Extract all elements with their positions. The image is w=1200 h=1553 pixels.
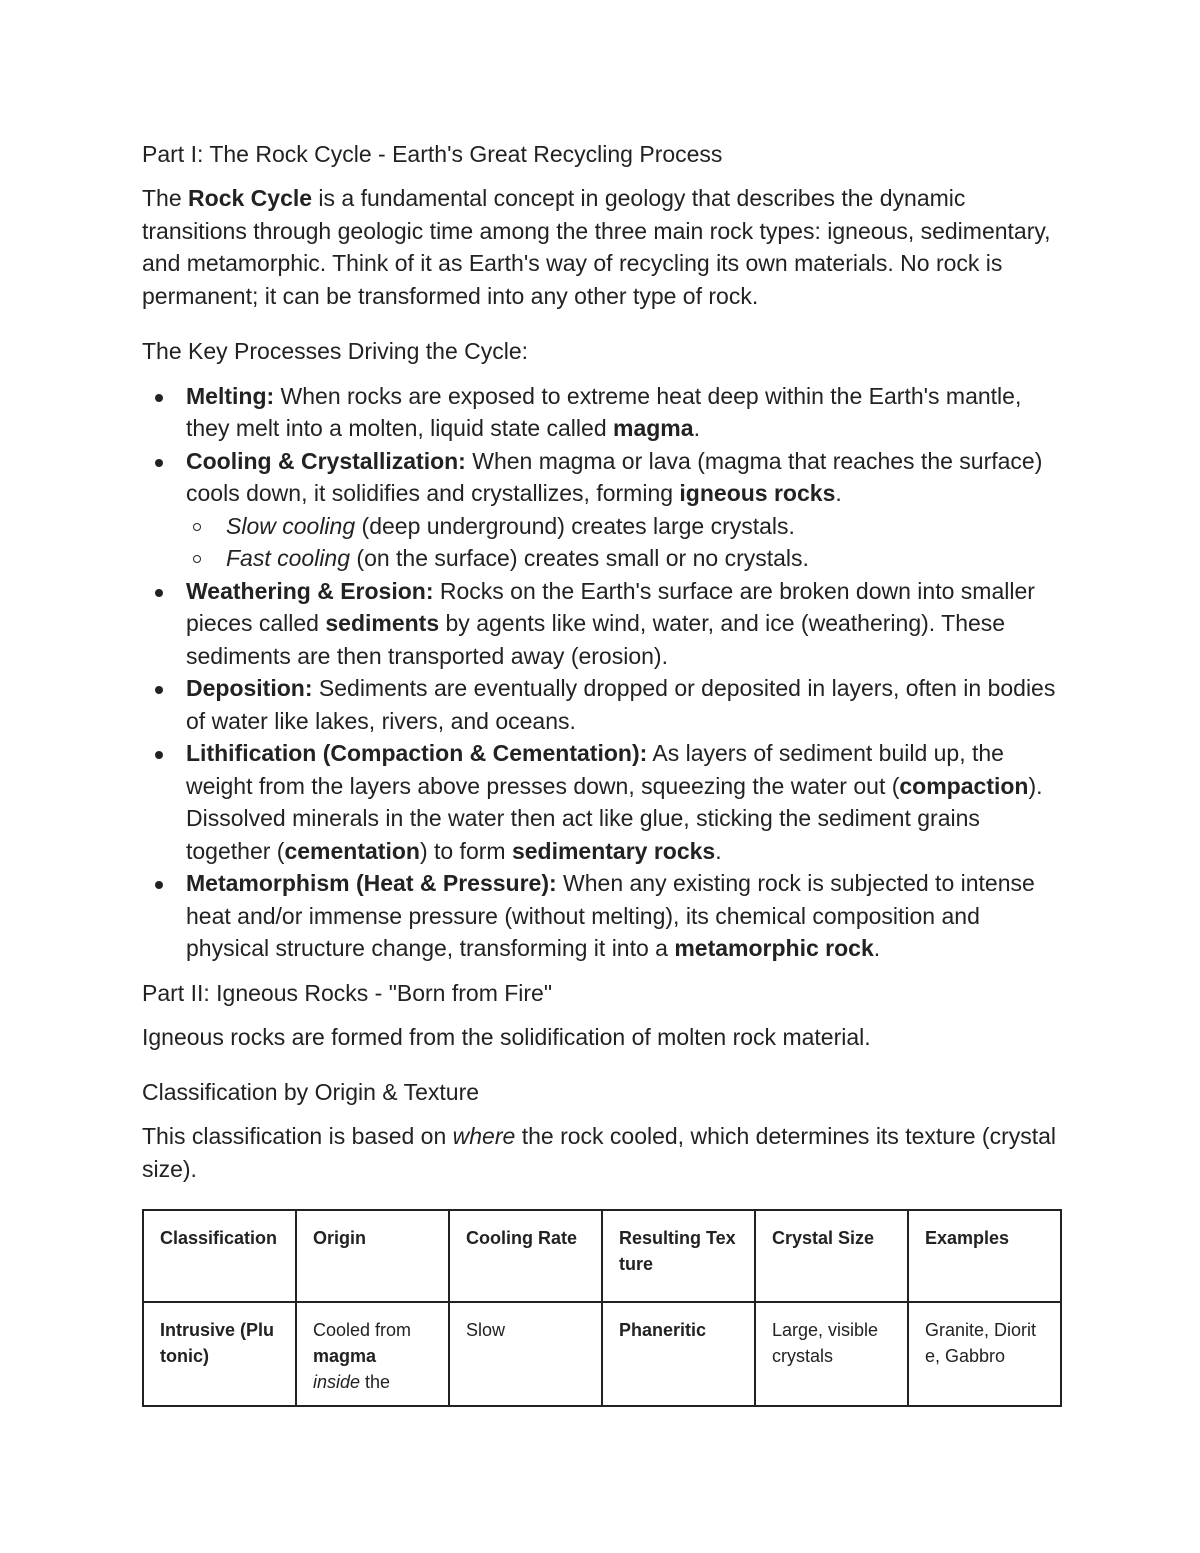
table-row (143, 1302, 1061, 1406)
list-item-melting: Melting: When rocks are exposed to extreme heat deep within the Earth's mantle, they melt into a molten, liquid state called magma. (142, 380, 1062, 445)
part1-heading: Part I: The Rock Cycle - Earth's Great Recycling Process (142, 141, 723, 167)
processes-heading: The Key Processes Driving the Cycle: (142, 338, 529, 364)
classification-text: This classification is based on where the rock cooled, which determines its texture (crystal size). (142, 1123, 1057, 1182)
list-item-deposition: Deposition: Sediments are eventually dropped or deposited in layers, often in bodies of water like lakes, rivers, and oceans. (142, 672, 1062, 737)
table-header-cell: Examples (908, 1210, 1061, 1302)
table-header-row (143, 1210, 1061, 1302)
classification-heading: Classification by Origin & Texture (142, 1079, 480, 1105)
table-header-cell: Origin (296, 1210, 449, 1302)
sublist-item-fast: Fast cooling (on the surface) creates small or no crystals. (186, 542, 1062, 575)
table-cell: Intrusive (Plutonic) (143, 1302, 296, 1406)
table-header-cell: Resulting Texture (602, 1210, 755, 1302)
table-cell: Cooled from magma inside the (296, 1302, 449, 1406)
list-item-cooling: Cooling & Crystallization: When magma or lava (magma that reaches the surface) cools down, it solidifies and crystallizes, forming igneous rocks. Slow cooling (deep underground) creates large crystals. Fast cooling (on the surface) creates small or no crystals. (142, 445, 1062, 575)
part2-heading: Part II: Igneous Rocks - "Born from Fire" (142, 979, 553, 1006)
cooling-sublist (186, 510, 1062, 575)
rock-cycle-term: Rock Cycle (188, 185, 313, 211)
table-cell: Phaneritic (602, 1302, 755, 1406)
table-header-cell: Classification (143, 1210, 296, 1302)
table-cell: Slow (449, 1302, 602, 1406)
list-item-weathering: Weathering & Erosion: Rocks on the Earth's surface are broken down into smaller pieces called sediments by agents like wind, water, and ice (weathering). These sediments are then transported away (erosion). (142, 575, 1062, 673)
rock-cycle-intro: The Rock Cycle is a fundamental concept in geology that describes the dynamic transitions through geologic time among the three main rock types: igneous, sedimentary, and metamorphic. Think of it as Earth's way of recycling its own materials. No rock is permanent; it can be transformed into any other type of rock. (142, 185, 1051, 309)
table-cell: Granite, Diorite, Gabbro (908, 1302, 1061, 1406)
table-cell: Large, visible crystals (755, 1302, 908, 1406)
table-header-cell: Cooling Rate (449, 1210, 602, 1302)
list-item-lithification: Lithification (Compaction & Cementation): As layers of sediment build up, the weight from the layers above presses down, squeezing the water out (compaction). Dissolved minerals in the water then act like glue, sticking the sediment grains together (cementation) to form sedimentary rocks. (142, 737, 1062, 867)
sublist-item-slow: Slow cooling (deep underground) creates large crystals. (186, 510, 1062, 543)
igneous-classification-table (142, 1209, 1062, 1407)
document-page (142, 138, 1062, 1407)
igneous-intro: Igneous rocks are formed from the solidification of molten rock material. (142, 1023, 871, 1050)
processes-list (142, 380, 1062, 965)
list-item-metamorphism: Metamorphism (Heat & Pressure): When any existing rock is subjected to intense heat and/or immense pressure (without melting), its chemical composition and physical structure change, transforming it into a metamorphic rock. (142, 867, 1062, 965)
table-header-cell: Crystal Size (755, 1210, 908, 1302)
